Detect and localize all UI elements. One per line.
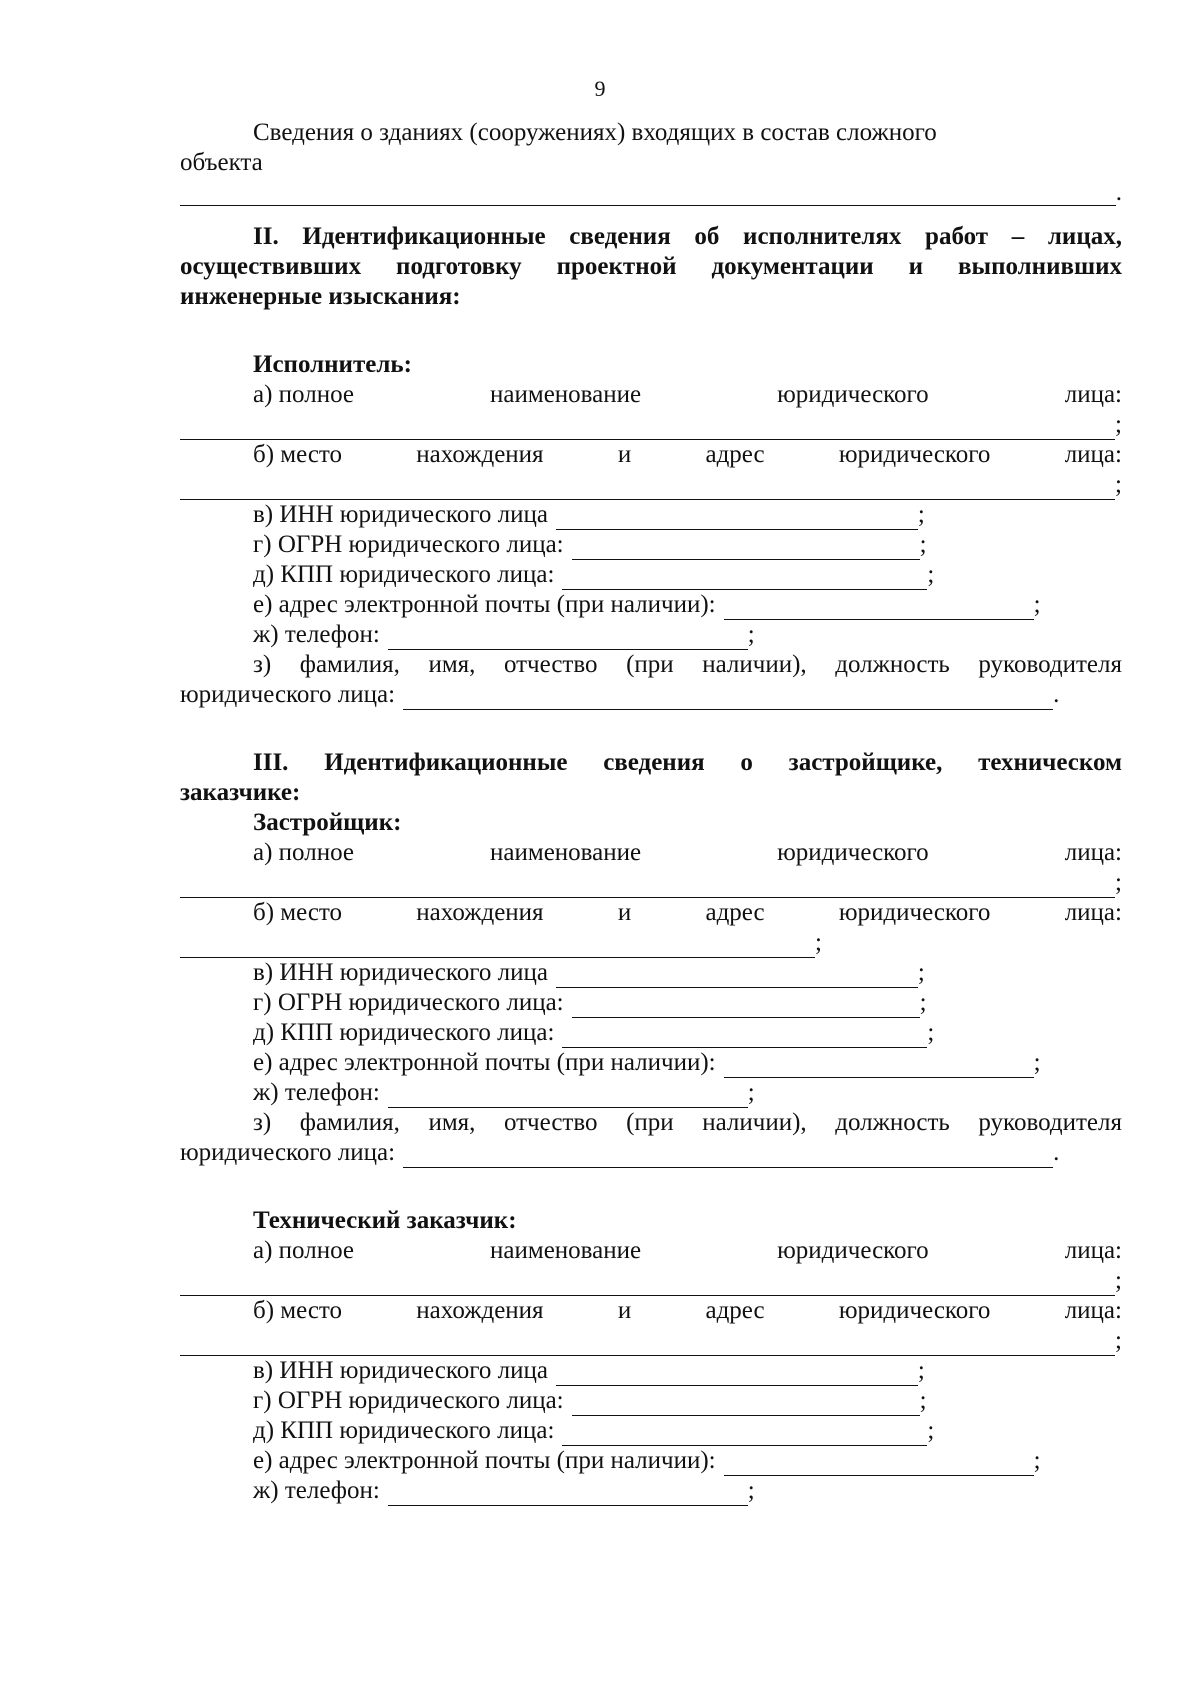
section-2-title-line-1: II. Идентификационные сведения об исполнителях работ – лицах, [253, 223, 1122, 250]
intro-blank-line [180, 178, 1122, 208]
field-e-email: е) адрес электронной почты (при наличии): ; [253, 1049, 1041, 1076]
field-a-label: а) полное наименование юридического лица: [253, 1237, 1122, 1264]
section-3-title-line-1: III. Идентификационные сведения о застройщике, техническом [253, 749, 1122, 776]
field-d-kpp: д) КПП юридического лица: ; [253, 1019, 935, 1046]
field-zh-phone: ж) телефон: ; [253, 621, 755, 648]
inn-blank[interactable] [556, 965, 918, 988]
field-z-line-2: юридического лица: . [180, 681, 1060, 708]
head-blank[interactable] [403, 687, 1053, 710]
field-b-label: б) место нахождения и адрес юридического лица: [253, 441, 1122, 468]
phone-blank[interactable] [388, 1483, 748, 1506]
developer-block [180, 838, 1122, 1168]
field-g-ogrn: г) ОГРН юридического лица: ; [253, 989, 927, 1016]
intro-period: . [1115, 179, 1122, 206]
field-b-blank[interactable]: ; [180, 928, 1122, 958]
field-b-label: б) место нахождения и адрес юридического лица: [253, 899, 1122, 926]
phone-blank[interactable] [388, 627, 748, 650]
kpp-blank[interactable] [562, 1423, 927, 1446]
field-g-ogrn: г) ОГРН юридического лица: ; [253, 1387, 927, 1414]
field-v-inn: в) ИНН юридического лица ; [253, 959, 925, 986]
field-a-blank[interactable]: ; [180, 868, 1122, 898]
field-a-label: а) полное наименование юридического лица: [253, 381, 1122, 408]
field-e-email: е) адрес электронной почты (при наличии): ; [253, 1447, 1041, 1474]
section-2-title-line-3: инженерные изыскания: [180, 283, 461, 310]
field-b-blank[interactable]: ; [180, 1326, 1122, 1356]
kpp-blank[interactable] [562, 1025, 927, 1048]
field-g-ogrn: г) ОГРН юридического лица: ; [253, 531, 927, 558]
email-blank[interactable] [724, 597, 1034, 620]
field-v-inn: в) ИНН юридического лица ; [253, 1357, 925, 1384]
intro-line-1: Сведения о зданиях (сооружениях) входящих в состав сложного [253, 119, 937, 146]
email-blank[interactable] [724, 1453, 1034, 1476]
field-a-label: а) полное наименование юридического лица: [253, 839, 1122, 866]
section-3-title-line-2: заказчике: [180, 779, 301, 806]
kpp-blank[interactable] [562, 567, 927, 590]
field-a-blank[interactable]: ; [180, 1266, 1122, 1296]
phone-blank[interactable] [388, 1085, 748, 1108]
field-v-inn: в) ИНН юридического лица ; [253, 501, 925, 528]
executor-block [180, 380, 1122, 710]
ogrn-blank[interactable] [572, 995, 920, 1018]
field-d-kpp: д) КПП юридического лица: ; [253, 561, 935, 588]
field-a-blank[interactable]: ; [180, 410, 1122, 440]
page-number: 9 [594, 76, 606, 101]
ogrn-blank[interactable] [572, 537, 920, 560]
field-zh-phone: ж) телефон: ; [253, 1477, 755, 1504]
inn-blank[interactable] [556, 1363, 918, 1386]
field-e-email: е) адрес электронной почты (при наличии): ; [253, 591, 1041, 618]
technical-customer-title: Технический заказчик: [253, 1207, 517, 1234]
intro-line-2: объекта [180, 149, 263, 176]
field-d-kpp: д) КПП юридического лица: ; [253, 1417, 935, 1444]
field-z-line-2: юридического лица: . [180, 1139, 1060, 1166]
email-blank[interactable] [724, 1055, 1034, 1078]
field-b-label: б) место нахождения и адрес юридического лица: [253, 1297, 1122, 1324]
field-b-blank[interactable]: ; [180, 470, 1122, 500]
developer-title: Застройщик: [253, 809, 402, 836]
document-body [180, 118, 1122, 1506]
executor-title: Исполнитель: [253, 351, 412, 378]
inn-blank[interactable] [556, 507, 918, 530]
field-z-label: з) фамилия, имя, отчество (при наличии), должность руководителя [253, 1109, 1122, 1136]
section-2-title-line-2: осуществивших подготовку проектной документации и выполнивших [180, 253, 1122, 280]
ogrn-blank[interactable] [572, 1393, 920, 1416]
head-blank[interactable] [403, 1145, 1053, 1168]
technical-customer-block [180, 1236, 1122, 1506]
field-z-label: з) фамилия, имя, отчество (при наличии), должность руководителя [253, 651, 1122, 678]
field-zh-phone: ж) телефон: ; [253, 1079, 755, 1106]
